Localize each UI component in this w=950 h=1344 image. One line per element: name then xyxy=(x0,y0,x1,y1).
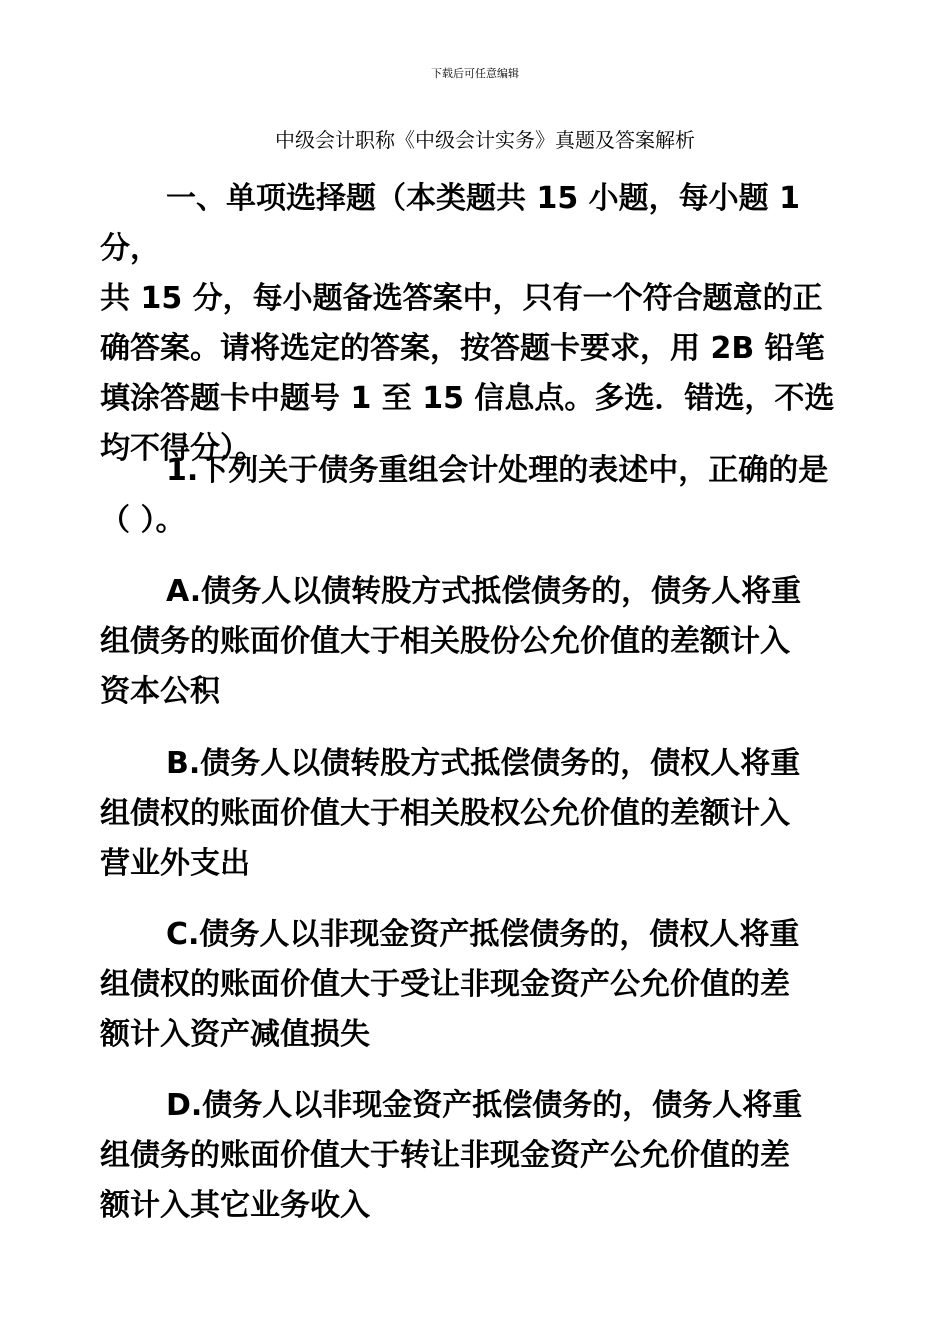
option-line: 组债务的账面价值大于转让非现金资产公允价值的差 xyxy=(100,1138,790,1173)
option-line: 额计入资产减值损失 xyxy=(100,1017,370,1052)
option-line: D.债务人以非现金资产抵偿债务的，债务人将重 xyxy=(166,1088,803,1123)
option-a xyxy=(100,567,870,717)
option-line: 组债务的账面价值大于相关股份公允价值的差额计入 xyxy=(100,624,790,659)
option-line: 额计入其它业务收入 xyxy=(100,1188,370,1223)
option-line: B.债务人以债转股方式抵偿债务的，债权人将重 xyxy=(166,746,801,781)
section-line: 一、单项选择题（本类题共 15 小题，每小题 1 分， xyxy=(100,181,800,266)
option-b xyxy=(100,739,870,889)
option-d xyxy=(100,1081,870,1231)
section-line: 确答案。请将选定的答案，按答题卡要求，用 2B 铅笔 xyxy=(100,331,825,366)
option-line: 组债权的账面价值大于相关股权公允价值的差额计入 xyxy=(100,796,790,831)
section-instructions xyxy=(100,174,870,474)
option-line: A.债务人以债转股方式抵偿债务的，债务人将重 xyxy=(166,574,802,609)
option-c xyxy=(100,910,870,1060)
section-line: 填涂答题卡中题号 1 至 15 信息点。多选．错选，不选 xyxy=(100,381,835,416)
question-stem xyxy=(100,446,870,546)
option-line: 营业外支出 xyxy=(100,846,250,881)
section-line: 共 15 分，每小题备选答案中，只有一个符合题意的正 xyxy=(100,281,823,316)
header-note: 下载后可任意编辑 xyxy=(431,67,519,80)
option-line: 组债权的账面价值大于受让非现金资产公允价值的差 xyxy=(100,967,790,1002)
option-line: C.债务人以非现金资产抵偿债务的，债权人将重 xyxy=(166,917,800,952)
option-line: 资本公积 xyxy=(100,674,220,709)
document-title: 中级会计职称《中级会计实务》真题及答案解析 xyxy=(275,128,695,152)
section-line: 均不得分）。 xyxy=(100,431,265,466)
question-line: 1.下列关于债务重组会计处理的表述中，正确的是 xyxy=(166,453,829,488)
question-line: （ ）。 xyxy=(100,503,186,538)
